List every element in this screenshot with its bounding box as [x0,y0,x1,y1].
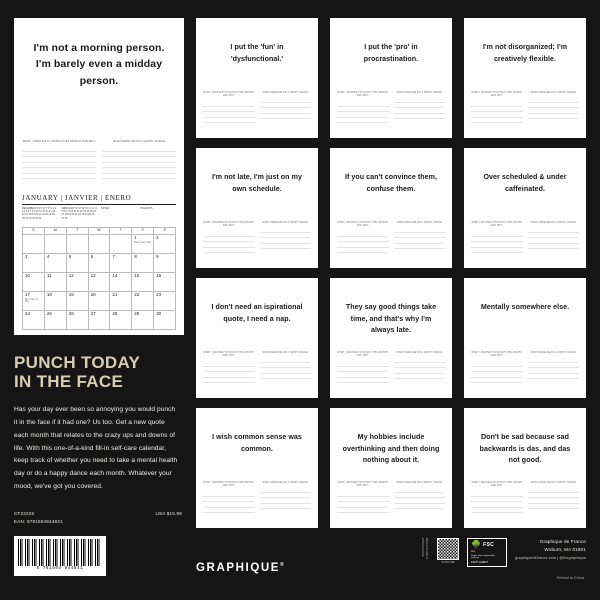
note-column-happy [260,352,312,386]
month-quote-card [330,148,452,268]
card-note-area [203,222,311,256]
publisher-line-1: Graphique de France [539,539,586,544]
note-column-punch [471,222,523,256]
calendar-day-number: 27 [90,311,96,316]
note-column-happy [528,482,580,516]
note-column-punch [203,352,255,386]
card-note-area [203,352,311,386]
publisher-url[interactable]: graphiquedefrance.com | @thegraphique [515,555,586,560]
footer-right [366,538,586,567]
publisher-line-2: Woburn, MA 01801 [544,547,586,553]
tree-icon: 🌳 [471,540,482,549]
calendar-day-number: 11 [46,273,52,278]
note-lines-punch[interactable] [471,491,523,515]
weekday-header: F [132,228,154,235]
note-lines-punch[interactable] [337,231,389,255]
month-quote-card [196,408,318,528]
calendar-day-cell[interactable] [67,235,89,254]
card-note-area [471,222,579,256]
note-header-punch: WHAT I WANTED TO PUNCH THIS MONTH AND WHY [203,92,255,98]
note-column-punch [337,92,389,126]
card-note-area [471,92,579,126]
calendar-day-number: 13 [90,273,96,278]
month-quote-text: I wish common sense was common. [212,433,302,453]
month-quote-card [464,278,586,398]
mini-notes: NOTES [101,207,110,210]
weekday-header: T [67,228,89,235]
calendar-day-cell[interactable] [89,254,111,273]
note-header-punch: WHAT I WANTED TO PUNCH THIS MONTH AND WHY [471,222,523,228]
calendar-day-cell[interactable] [110,254,132,273]
note-column-happy [260,222,312,256]
calendar-day-number: 3 [25,254,28,259]
note-lines-punch[interactable] [471,361,523,385]
note-column-punch [471,482,523,516]
calendar-day-number: 5 [68,254,72,259]
calendar-day-number: 4 [46,254,50,259]
calendar-day-number: 17 [25,292,31,297]
month-quote-text: I don't need an ispirational quote, I need a nap. [211,303,303,323]
month-quote-text: If you can't convince them, confuse them. [344,173,438,193]
month-quote-text: I'm not late, I'm just on my own schedule. [212,173,302,193]
note-lines-happy[interactable] [394,357,446,381]
card-note-area [337,482,445,516]
note-column-happy [260,482,312,516]
month-quote-card [464,18,586,138]
month-day-grid [22,227,176,330]
calendar-day-cell[interactable] [154,292,176,311]
note-column-happy [528,92,580,126]
calendar-day-cell[interactable] [132,235,154,254]
fsc-subtext: Paper from responsible sources [471,554,495,560]
fsc-top [471,541,503,549]
month-quote-card [196,18,318,138]
calendar-day-number: 14 [112,273,118,278]
card-note-area [471,482,579,516]
note-header-punch: WHAT I WANTED TO PUNCH THIS MONTH AND WHY [471,92,523,98]
calendar-day-cell[interactable] [45,235,67,254]
card-note-area [337,92,445,126]
fsc-mix-label: MIX [471,550,476,553]
calendar-day-cell[interactable] [67,273,89,292]
calendar-day-number: 29 [134,311,140,316]
calendar-day-cell[interactable] [23,235,45,254]
month-quote-text: Don't be sad because sad backwards is das, and das not good. [479,433,571,465]
calendar-day-cell[interactable] [45,273,67,292]
note-lines-happy[interactable] [528,487,580,511]
note-lines-punch[interactable] [337,101,389,125]
month-quote-card [196,148,318,268]
qr-caption: SCAN ME [441,561,455,564]
calendar-day-cell[interactable] [45,254,67,273]
calendar-day-cell[interactable] [154,235,176,254]
note-column-happy [394,482,446,516]
brand-trademark: ® [280,562,284,569]
ean-code: EAN: 9781604844841 [14,518,63,524]
month-quote-card [330,18,452,138]
product-codes [14,510,182,526]
headline-line-2: IN THE FACE [14,372,124,392]
note-column-punch [22,140,96,188]
note-column-punch [203,482,255,516]
calendar-day-cell[interactable] [132,292,154,311]
note-lines-happy[interactable] [260,357,312,381]
note-header-happy: WHAT MADE ME DO A HAPPY DANCE [396,352,442,354]
note-lines-happy[interactable] [260,487,312,511]
price: USA $15.99 [155,510,182,516]
calendar-day-number: 12 [68,273,74,278]
mini-month-prev: DECEMBER S M T W T F S 1 2 3 4 5 6 7 8 9 10 11 12 13 14 15 16 17 18 19 20 21 22 23 24 25 26 27 28 29 30 31 [22,207,56,220]
note-lines-happy[interactable] [260,97,312,121]
calendar-day-cell[interactable] [89,273,111,292]
month-title: JANUARY | JANVIER | ENERO [22,194,176,205]
note-lines-punch [22,146,96,180]
month-quote-text: My hobbies include overthinking and then doing nothing about it. [342,433,440,465]
note-lines-happy[interactable] [394,97,446,121]
calendar-day-event: M.L. King Jr. Day [25,297,39,304]
note-column-happy [394,92,446,126]
month-quote-card [464,148,586,268]
calendar-day-cell[interactable] [110,311,132,330]
mini-month-next: FEBRUARY S M T W T F S 1 2 3 4 5 6 7 8 9 10 11 12 13 14 15 16 17 18 19 20 21 22 23 24 25 26 27 28 [61,207,97,220]
calendar-day-cell[interactable] [154,311,176,330]
calendar-day-cell[interactable] [154,254,176,273]
calendar-day-cell[interactable] [23,292,45,311]
sample-month-card [14,18,184,335]
calendar-day-number: 16 [156,273,162,278]
mini-holidays: HOLIDAYS [140,207,153,210]
calendar-day-number: 9 [156,254,159,259]
note-lines-punch[interactable] [203,231,255,255]
calendar-day-cell[interactable] [67,254,89,273]
note-header-punch: WHAT I WANTED TO PUNCH THIS MONTH AND WHY [337,352,389,358]
publisher-block [515,538,586,561]
cover-quote: I'm not a morning person. I'm barely even a midday person. [33,42,165,87]
note-lines-happy[interactable] [260,227,312,251]
calendar-day-number: 1 [134,235,137,240]
note-header-happy: WHAT MADE ME DO A HAPPY DANCE [530,352,576,354]
month-quote-text: Over scheduled & under caffeinated. [483,173,567,193]
weekday-header: S [154,228,176,235]
note-header-happy: WHAT MADE ME DO A HAPPY DANCE [530,222,576,224]
calendar-day-cell[interactable] [154,273,176,292]
note-column-happy [394,222,446,256]
item-code: CF22226 [14,510,35,516]
calendar-day-cell[interactable] [132,254,154,273]
note-column-punch [471,352,523,386]
calendar-day-cell[interactable] [132,311,154,330]
calendar-day-number: 6 [90,254,94,259]
barcode-stripes [18,539,102,566]
calendar-day-number: 28 [112,311,118,316]
note-header-punch: WHAT I WANTED TO PUNCH THIS MONTH AND WHY [203,482,255,488]
month-quote-text: I put the 'pro' in procrastination. [363,43,419,63]
note-lines-happy[interactable] [528,227,580,251]
fsc-code: FSC® C138917 [471,561,489,565]
product-description: Has your day ever been so annoying you would punch it in the face if it had one? Us too. Get a new quote each month that relates to the crazy ups and downs of life. With this one-of-a-kind fill-in self-care calendar, keep track of whether you need to take a mental health day or do a happy dance each month. Whatever your mood, we've got you covered. [14,406,178,491]
note-header-happy: WHAT MADE ME DO A HAPPY DANCE [530,92,576,94]
month-grid-block [22,194,176,329]
calendar-day-number: 7 [112,254,115,259]
calendar-day-cell[interactable] [23,311,45,330]
weekday-header: M [45,228,67,235]
calendar-day-cell[interactable] [23,273,45,292]
weekday-header: W [89,228,111,235]
note-column-happy [260,92,312,126]
calendar-day-cell[interactable] [132,273,154,292]
note-lines-punch[interactable] [337,491,389,515]
calendar-day-number: 8 [134,254,137,259]
month-quote-text: I'm not disorganized; I'm creatively flexible. [482,43,568,63]
note-lines-punch[interactable] [203,101,255,125]
note-lines-happy[interactable] [394,487,446,511]
calendar-day-number: 18 [46,292,52,297]
note-header-punch: WHAT I WANTED TO PUNCH THIS MONTH AND WHY [337,92,389,98]
note-header-happy: WHAT MADE ME DO A HAPPY DANCE [530,482,576,484]
mini-month-row [22,207,176,225]
note-column-punch [337,222,389,256]
calendar-day-number: 15 [134,273,140,278]
month-quote-text: I put the 'fun' in 'dysfunctional.' [230,43,284,63]
card-note-area [337,222,445,256]
note-lines-happy[interactable] [394,227,446,251]
headline-line-1: PUNCH TODAY [14,353,141,372]
note-lines-punch[interactable] [471,231,523,255]
calendar-day-cell[interactable] [89,311,111,330]
calendar-day-number: 2 [156,235,159,240]
month-quote-card [330,408,452,528]
card-note-area [203,92,311,126]
note-column-happy [102,140,176,188]
qr-code-block[interactable] [437,538,459,564]
note-header-punch: WHAT I WANTED TO PUNCH THIS MONTH AND WHY [337,222,389,228]
page-title [14,353,184,391]
weekday-header: T [110,228,132,235]
note-column-happy [528,222,580,256]
note-header-happy: WHAT MADE ME DO A HAPPY DANCE [396,482,442,484]
note-header-happy: WHAT MADE ME DO A HAPPY DANCE [396,92,442,94]
note-column-punch [203,222,255,256]
brand-name: GRAPHIQUE [196,562,281,574]
note-header-punch: WHAT I WANTED TO PUNCH THIS MONTH AND WHY [203,352,255,358]
fsc-certification-mark [467,538,507,567]
note-lines-happy[interactable] [528,357,580,381]
fsc-name: FSC [483,542,494,548]
month-quote-grid [196,18,586,528]
note-lines-punch[interactable] [203,491,255,515]
calendar-day-cell[interactable] [45,311,67,330]
note-lines-punch[interactable] [471,101,523,125]
calendar-day-cell[interactable] [110,235,132,254]
note-lines-punch[interactable] [203,361,255,385]
calendar-day-cell[interactable] [89,292,111,311]
note-header-happy: WHAT MADE ME DO A HAPPY DANCE [262,352,308,354]
calendar-day-number: 21 [112,292,118,297]
calendar-day-cell[interactable] [45,292,67,311]
month-quote-card [464,408,586,528]
note-header-happy: WHAT MADE ME DO A HAPPY DANCE [262,482,308,484]
note-header-happy: WHAT MADE ME DO A HAPPY DANCE [112,140,166,143]
printed-in: Printed in China [556,576,584,580]
note-header-happy: WHAT MADE ME DO A HAPPY DANCE [396,222,442,224]
card-note-area [203,482,311,516]
calendar-day-number: 22 [134,292,140,297]
note-lines-happy[interactable] [528,97,580,121]
note-header-happy: WHAT MADE ME DO A HAPPY DANCE [262,222,308,224]
weekday-header: S [23,228,45,235]
packaging-caption: RECYCLABLE PACKAGING [421,538,430,560]
month-quote-text: They say good things take time, and that's why I'm always late. [345,303,437,335]
month-quote-card [196,278,318,398]
month-quote-text: Mentally somewhere else. [480,303,570,311]
calendar-day-cell[interactable] [89,235,111,254]
note-lines-punch[interactable] [337,361,389,385]
calendar-day-cell[interactable] [110,273,132,292]
card-note-area [337,352,445,386]
note-header-punch: WHAT I WANTED TO PUNCH THIS MONTH AND WHY [22,140,96,143]
note-column-punch [337,352,389,386]
note-header-happy: WHAT MADE ME DO A HAPPY DANCE [262,92,308,94]
barcode-number: 9 781604 844841 [36,567,84,571]
calendar-day-number: 20 [90,292,96,297]
month-quote-card [330,278,452,398]
calendar-day-number: 23 [156,292,162,297]
note-header-punch: WHAT I WANTED TO PUNCH THIS MONTH AND WHY [471,352,523,358]
calendar-day-number: 10 [25,273,31,278]
barcode [14,536,106,576]
calendar-day-number: 25 [46,311,52,316]
left-column [14,18,184,526]
note-column-happy [528,352,580,386]
calendar-day-number: 19 [68,292,74,297]
card-note-area [471,352,579,386]
calendar-day-cell[interactable] [67,311,89,330]
note-header-punch: WHAT I WANTED TO PUNCH THIS MONTH AND WHY [337,482,389,488]
calendar-day-number: 26 [68,311,74,316]
note-lines-happy [102,146,176,180]
qr-code-icon[interactable] [437,538,459,560]
note-column-punch [471,92,523,126]
calendar-day-event: New Year's Day [134,240,152,244]
sample-note-area [22,140,176,188]
calendar-day-number: 24 [25,311,31,316]
calendar-day-cell[interactable] [23,254,45,273]
note-header-punch: WHAT I WANTED TO PUNCH THIS MONTH AND WHY [203,222,255,228]
note-header-punch: WHAT I WANTED TO PUNCH THIS MONTH AND WHY [471,482,523,488]
note-column-punch [337,482,389,516]
calendar-day-cell[interactable] [110,292,132,311]
note-column-happy [394,352,446,386]
note-column-punch [203,92,255,126]
calendar-day-number: 30 [156,311,162,316]
calendar-day-cell[interactable] [67,292,89,311]
